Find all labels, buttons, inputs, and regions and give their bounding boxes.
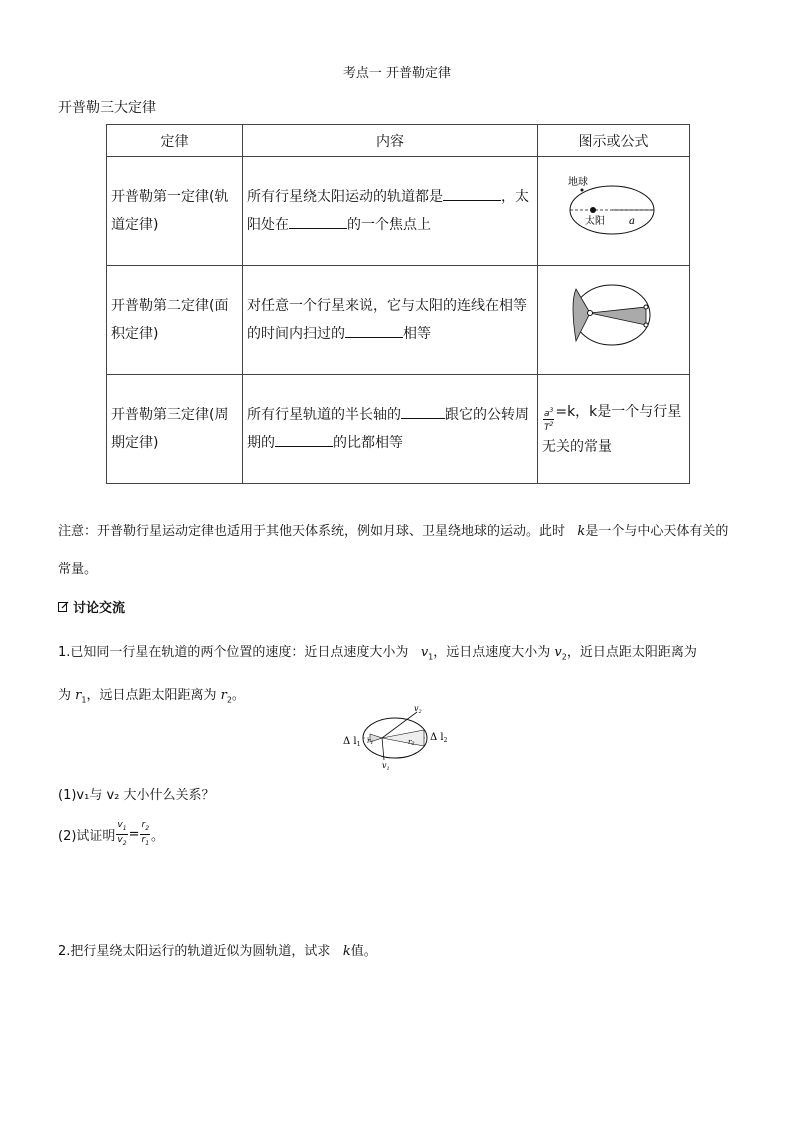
delta-l1-label: Δ $l_1$ (343, 736, 361, 748)
fill-blank[interactable] (443, 186, 501, 201)
r-ratio-fraction: $\frac{r_2}{r_1}$ (141, 820, 150, 847)
law-content: 所有行星绕太阳运动的轨道都是 ，太阳处在 的一个焦点上 (243, 157, 538, 266)
v1-label: $v_1$ (382, 761, 390, 772)
sub-question-1: (1)v₁与 v₂ 大小什么关系？ (58, 788, 215, 803)
r2-label: r2 (408, 738, 415, 747)
fill-blank[interactable] (345, 323, 403, 338)
law-content: 对任意一个行星来说，它与太阳的连线在相等的时间内扫过的 相等 (243, 266, 538, 375)
r1-label: r1 (367, 737, 374, 746)
fill-blank[interactable] (401, 404, 445, 419)
v2-label: $v_2$ (414, 704, 422, 715)
header-content: 内容 (243, 125, 538, 157)
note-paragraph: 注意：开普勒行星运动定律也适用于其他天体系统，例如月球、卫星绕地球的运动。此时 k是一个与中心天体有关的常量。 (58, 524, 729, 577)
earth-label: 地球 (568, 177, 588, 188)
question-1: 1.已知同一行星在轨道的两个位置的速度：近日点速度大小为 $v_1$，远日点速度大小为 $v_2$，近日点距太阳距离为 为 $r_1$，远日点距太阳距离为 $r_2$。 (58, 645, 697, 705)
semi-major-label: a (629, 216, 635, 227)
table-row (107, 266, 690, 375)
orbit-velocity-diagram (340, 702, 455, 772)
discuss-heading: 讨论交流 (58, 597, 125, 616)
law-name: 开普勒第一定律(轨道定律) (107, 157, 243, 266)
question-2: 2.把行星绕太阳运行的轨道近似为圆轨道，试求 k值。 (58, 944, 377, 959)
law-name: 开普勒第三定律(周期定律) (107, 375, 243, 484)
a3-over-t2-fraction: $\frac{a^3}{T^2}$ (544, 406, 554, 433)
sun-label: 太阳 (585, 216, 605, 227)
page-title: 考点一 开普勒定律 (342, 66, 452, 81)
law-content: 所有行星轨道的半长轴的 跟它的公转周期的 的比都相等 (243, 375, 538, 484)
section-subtitle: 开普勒三大定律 (58, 100, 156, 116)
table-header-row (107, 125, 690, 157)
fill-blank[interactable] (275, 432, 333, 447)
fill-blank[interactable] (289, 214, 347, 229)
law-figure (538, 157, 690, 266)
equal-area-diagram (542, 275, 685, 355)
header-law: 定律 (107, 125, 243, 157)
v-ratio-fraction: $\frac{v_1}{v_2}$ (117, 820, 127, 847)
law-formula: $\frac{a^3}{T^2}$ =k，k是一个与行星无关的常量 (538, 375, 690, 484)
edit-icon (58, 601, 69, 612)
law-figure (538, 266, 690, 375)
sub-question-2: (2)试证明 $\frac{v_1}{v_2}$ = $\frac{r_2}{r_1}$ 。 (58, 820, 165, 847)
header-figure: 图示或公式 (538, 125, 690, 157)
law-name: 开普勒第二定律(面积定律) (107, 266, 243, 375)
table-row (107, 157, 690, 266)
ellipse-orbit-diagram (542, 166, 685, 246)
kepler-laws-table (106, 124, 690, 484)
delta-l2-label: Δ $l_2$ (430, 732, 448, 744)
sun-dot (590, 207, 596, 213)
table-row (107, 375, 690, 484)
